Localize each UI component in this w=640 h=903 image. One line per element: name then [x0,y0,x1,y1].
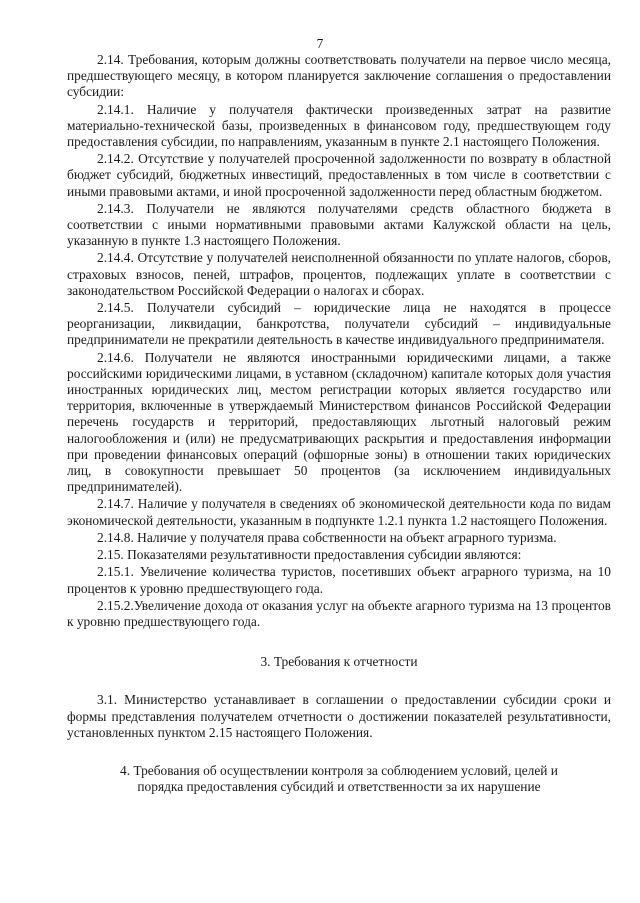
paragraph-2-14-5: 2.14.5. Получатели субсидий – юридические лица не находятся в процессе реорганизации, ликвидации, банкротства, получатели субсидий – индивидуальные предприниматели не прекратили деятельность в качестве индивидуального предпринимателя. [67,300,611,348]
paragraph-2-14-1: 2.14.1. Наличие у получателя фактически произведенных затрат на развитие материально-технической базы, произведенных в финансовом году, предшествующем году предоставления субсидии, по направлениям, указанным в пункте 2.1 настоящего Положения. [67,101,611,150]
paragraph-2-14-2: 2.14.2. Отсутствие у получателей просроченной задолженности по возврату в областной бюджет субсидий, бюджетных инвестиций, предоставленных в том числе в соответствии с иными правовыми актами, и иной просроченной задолженности перед областным бюджетом. [67,151,611,199]
paragraph-2-14-6: 2.14.6. Получатели не являются иностранными юридическими лицами, а также российскими юридическими лицами, в уставном (складочном) капитале которых доля участия иностранных юридических лиц, местом регистрации которых является государство или территория, включенные в утверждаемый Министерством финансов Российской Федерации перечень государств и территорий, предоставляющих льготный налоговый режим налогообложения и (или) не предусматривающих раскрытия и предоставления информации при проведении финансовых операций (офшорные зоны) в отношении таких юридических лиц, в совокупности превышает 50 процентов (за исключением индивидуальных предпринимателей). [67,349,611,495]
paragraph-2-14-4: 2.14.4. Отсутствие у получателей неисполненной обязанности по уплате налогов, сборов, страховых взносов, пеней, штрафов, процентов, подлежащих уплате в соответствии с законодательством Российской Федерации о налогах и сборах. [67,250,611,298]
section-3-heading: 3. Требования к отчетности [260,654,418,670]
section-4-heading: 4. Требования об осуществлении контроля за соблюдением условий, целей и порядка предоставления субсидий и ответственности за их нарушение [120,762,558,795]
paragraph-2-15-1: 2.15.1. Увеличение количества туристов, посетивших объект аграрного туризма, на 10 процентов к уровню предшествующего года. [67,564,611,596]
paragraph-2-14: 2.14. Требования, которым должны соответствовать получатели на первое число месяца, предшествующего месяцу, в котором планируется заключение соглашения о предоставлении субсидии: [67,52,611,100]
paragraph-2-14-8: 2.14.8. Наличие у получателя права собственности на объект аграрного туризма. [97,529,557,545]
paragraph-2-15: 2.15. Показателями результативности предоставления субсидии являются: [97,547,522,563]
paragraph-3-1: 3.1. Министерство устанавливает в соглашении о предоставлении субсидии сроки и формы представления получателем отчетности о достижении показателей результативности, установленных пунктом 2.15 настоящего Положения. [67,692,611,740]
paragraph-2-14-3: 2.14.3. Получатели не являются получателями средств областного бюджета в соответствии с иными нормативными правовыми актами Калужской области на цель, указанную в пункте 1.3 настоящего Положения. [67,200,611,249]
page-number: 7 [316,36,324,51]
paragraph-2-15-2: 2.15.2.Увеличение дохода от оказания услуг на объекте агарного туризма на 13 процентов к уровню предшествующего года. [67,597,611,629]
document-body [67,52,611,795]
paragraph-2-14-7: 2.14.7. Наличие у получателя в сведениях об экономической деятельности кода по видам экономической деятельности, указанным в подпункте 1.2.1 пункта 1.2 настоящего Положения. [67,496,611,528]
